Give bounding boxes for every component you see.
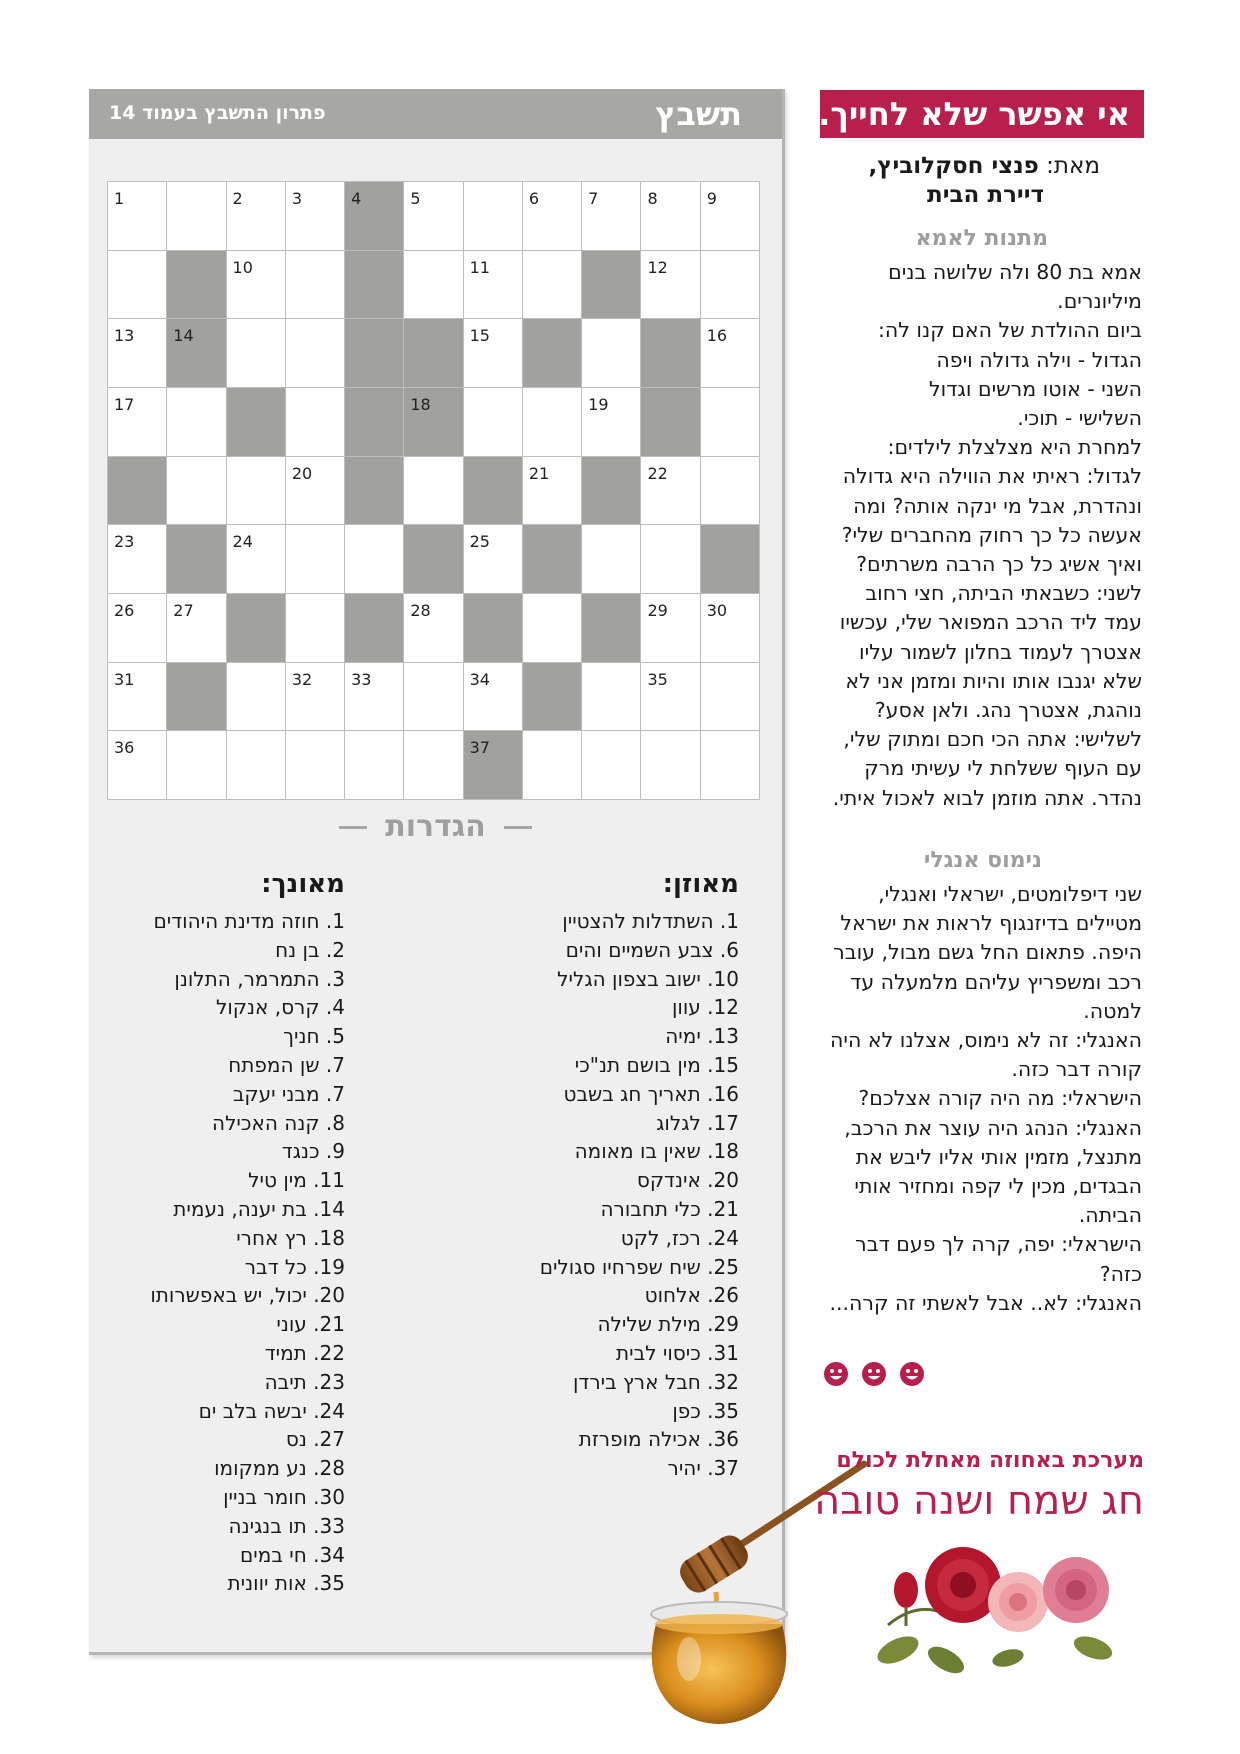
clue-item: 10. ישוב בצפון הגליל — [557, 966, 739, 991]
grid-cell[interactable] — [286, 388, 345, 457]
clue-item: 24. יבשה בלב ים — [198, 1398, 345, 1423]
cell-number: 2 — [232, 189, 243, 208]
byline-prefix: מאת: — [1046, 153, 1100, 179]
grid-cell-black — [641, 388, 700, 457]
story2-body — [802, 880, 1142, 1318]
grid-cell[interactable] — [167, 731, 226, 800]
grid-cell[interactable] — [404, 182, 463, 251]
byline-role: דיירת הבית — [927, 182, 1044, 208]
grid-cell-black — [523, 663, 582, 732]
cell-number: 1 — [114, 189, 125, 208]
grid-cell[interactable] — [464, 251, 523, 320]
story-line: ונהדרת, אבל מי ינקה אותה? ומה — [853, 493, 1142, 518]
grid-cell[interactable] — [227, 251, 286, 320]
clue-item: 18. רץ אחרי — [236, 1225, 345, 1250]
story-line: שלא יגנבו אותו והיות ומזמן אני לא — [845, 668, 1142, 693]
cell-number: 34 — [469, 669, 490, 689]
story-line: לגדול: ראיתי את הווילה היא גדולה — [842, 464, 1142, 489]
grid-cell[interactable] — [523, 251, 582, 320]
byline — [800, 152, 1100, 210]
cell-number: 22 — [647, 463, 668, 483]
grid-cell[interactable] — [701, 319, 760, 388]
crossword-panel — [89, 89, 785, 1655]
cell-number: 7 — [588, 189, 599, 208]
clue-item: 23. תיבה — [264, 1369, 345, 1394]
cell-number: 29 — [647, 600, 668, 620]
grid-cell[interactable] — [464, 525, 523, 594]
grid-cell[interactable] — [345, 663, 404, 732]
clue-item: 13. ימיה — [665, 1024, 739, 1049]
grid-cell[interactable] — [582, 182, 641, 251]
story1-body — [802, 258, 1142, 813]
cell-number: 31 — [114, 669, 135, 689]
clue-item: 30. חומר בניין — [223, 1484, 345, 1509]
grid-cell[interactable] — [464, 319, 523, 388]
grid-cell[interactable] — [167, 594, 226, 663]
across-list — [439, 907, 739, 1483]
grid-cell[interactable] — [464, 388, 523, 457]
story-line: מטיילים בדיזנגוף לראות את ישראל — [840, 911, 1142, 936]
story-line: עם העוף ששלחת לי עשיתי מרק — [864, 756, 1142, 781]
grid-cell[interactable] — [523, 731, 582, 800]
cell-number: 19 — [588, 394, 609, 414]
story-line: מתנצל, מזמין אותי אליו ליבש את — [855, 1144, 1142, 1169]
cell-number: 33 — [351, 669, 372, 689]
grid-cell[interactable] — [701, 182, 760, 251]
clue-item: 29. מילת שלילה — [597, 1312, 739, 1337]
cell-number: 27 — [173, 600, 194, 620]
story-line: מיליונרים. — [1057, 289, 1142, 314]
clue-item: 9. כנגד — [281, 1139, 345, 1164]
story-line: עמד ליד הרכב המפואר שלי, עכשיו — [839, 610, 1142, 635]
cell-number: 35 — [647, 669, 668, 689]
grid-cell[interactable] — [404, 251, 463, 320]
crossword-header — [89, 89, 782, 139]
grid-cell[interactable] — [108, 388, 167, 457]
grid-cell-black — [345, 182, 404, 251]
grid-cell[interactable] — [167, 182, 226, 251]
cell-number: 26 — [114, 600, 135, 620]
story-line: אמא בת 80 ולה שלושה בנים — [888, 260, 1142, 284]
cell-number: 14 — [173, 326, 194, 346]
clue-item: 20. יכול, יש באפשרותו — [150, 1283, 345, 1308]
grid-cell[interactable] — [108, 182, 167, 251]
clue-item: 31. כיסוי לבית — [615, 1340, 739, 1365]
story-line: כזה? — [1099, 1261, 1142, 1286]
humor-banner — [793, 90, 1144, 138]
divider-right — [339, 826, 367, 829]
clue-item: 32. חבל ארץ בירדן — [572, 1369, 739, 1394]
story-line: הבגדים, מכין לי קפה ומחזיר אותי — [854, 1174, 1142, 1199]
grid-cell-black — [167, 251, 226, 320]
grid-cell-black — [464, 594, 523, 663]
grid-cell-black — [167, 663, 226, 732]
clue-item: 15. מין בושם תנ"כי — [574, 1052, 739, 1077]
grid-cell-black — [345, 388, 404, 457]
cell-number: 18 — [410, 394, 431, 414]
grid-cell[interactable] — [286, 663, 345, 732]
grid-cell-black — [464, 731, 523, 800]
grid-cell-black — [345, 457, 404, 526]
clue-item: 7. מבני יעקב — [232, 1081, 345, 1106]
story-line: השלישי - תוכי. — [1017, 406, 1142, 431]
story-line: נוהגת, אצטרך נהג. ולאן אסע? — [874, 698, 1142, 723]
cell-number: 20 — [291, 463, 313, 483]
grid-cell-black — [404, 388, 463, 457]
story-line: שני דיפלומטים, ישראלי ואנגלי, — [878, 882, 1142, 906]
grid-cell[interactable] — [167, 388, 226, 457]
clue-item: 12. עוון — [671, 995, 739, 1020]
grid-cell-black — [167, 319, 226, 388]
humor-title: אי אפשר שלא לחייך... — [793, 95, 1130, 133]
grid-cell[interactable] — [523, 388, 582, 457]
grid-cell[interactable] — [641, 182, 700, 251]
grid-cell[interactable] — [641, 731, 700, 800]
cell-number: 10 — [232, 257, 253, 277]
clue-item: 1. חוזה מדינת היהודים — [153, 909, 345, 933]
clue-item: 17. לגלוג — [656, 1110, 739, 1135]
story-line: קורה דבר כזה. — [1011, 1057, 1142, 1082]
grid-cell[interactable] — [701, 457, 760, 526]
story-line: ביום ההולדת של האם קנו לה: — [877, 318, 1142, 343]
clue-item: 35. אות יוונית — [227, 1571, 345, 1596]
clue-item: 36. אכילה מופרזת — [578, 1427, 739, 1452]
grid-cell[interactable] — [227, 457, 286, 526]
crossword-grid — [107, 181, 760, 800]
grid-cell[interactable] — [286, 457, 345, 526]
cell-number: 36 — [114, 738, 135, 758]
clue-item: 14. בת יענה, נעמית — [173, 1196, 345, 1221]
cell-number: 12 — [647, 257, 668, 277]
clue-item: 4. קרס, אנקול — [215, 995, 345, 1020]
across-heading: מאוזן: — [662, 869, 739, 899]
story1-title: מתנות לאמא — [915, 226, 1048, 251]
across-clues — [439, 869, 739, 1483]
clue-item: 18. שאין בו מאומה — [574, 1139, 739, 1164]
clue-item: 35. כפן — [672, 1398, 739, 1423]
grid-cell[interactable] — [345, 731, 404, 800]
grid-cell[interactable] — [641, 663, 700, 732]
clue-item: 11. מין טיל — [248, 1168, 345, 1193]
story-line: הישראלי: מה היה קורה אצלכם? — [858, 1086, 1142, 1111]
story-line: הגדול - וילה גדולה ויפה — [936, 347, 1142, 372]
clue-item: 5. חניך — [283, 1024, 345, 1049]
grid-cell[interactable] — [108, 319, 167, 388]
clue-item: 25. שיח שפרחיו סגולים — [539, 1254, 739, 1279]
grid-cell[interactable] — [286, 594, 345, 663]
down-list — [105, 907, 345, 1598]
grid-cell-black — [582, 594, 641, 663]
smiley-icon — [824, 1362, 848, 1386]
story-line: לשני: כשבאתי הביתה, חצי רחוב — [865, 581, 1142, 606]
grid-cell-black — [404, 319, 463, 388]
story-line: נהדר. אתה מוזמן לבוא לאכול איתי. — [832, 785, 1142, 810]
grid-cell-black — [227, 388, 286, 457]
clue-item: 2. בן נח — [275, 937, 345, 962]
grid-cell[interactable] — [582, 731, 641, 800]
cell-number: 16 — [706, 326, 728, 346]
story-line: למטה. — [1083, 998, 1142, 1023]
grid-cell[interactable] — [345, 525, 404, 594]
grid-cell[interactable] — [108, 663, 167, 732]
grid-cell-black — [582, 457, 641, 526]
grid-cell-black — [641, 319, 700, 388]
story-line: אצטרך לעמוד בחלון לשמור עליו — [859, 639, 1142, 664]
solution-note: פתרון התשבץ בעמוד 14 — [109, 102, 326, 124]
grid-cell[interactable] — [701, 251, 760, 320]
down-clues — [105, 869, 345, 1598]
clue-item: 19. כל דבר — [244, 1254, 345, 1279]
grid-cell-black — [582, 251, 641, 320]
cell-number: 6 — [528, 189, 540, 208]
clue-item: 21. עוני — [276, 1312, 345, 1337]
grid-cell[interactable] — [701, 388, 760, 457]
grid-cell-black — [404, 525, 463, 594]
grid-cell[interactable] — [286, 251, 345, 320]
grid-cell-black — [227, 594, 286, 663]
grid-cell-black — [345, 594, 404, 663]
grid-cell[interactable] — [701, 663, 760, 732]
cell-number: 8 — [647, 189, 658, 208]
grid-cell-black — [345, 319, 404, 388]
grid-cell-black — [523, 525, 582, 594]
greeting-small: מערכת באחוזה מאחלת לכולם — [836, 1448, 1144, 1473]
cell-number: 13 — [114, 326, 135, 346]
story-line: ואיך אשיג כל כך הרבה משרתים? — [856, 552, 1142, 577]
grid-cell[interactable] — [108, 731, 167, 800]
roses-illustration — [858, 1530, 1128, 1680]
clue-item: 33. תו בנגינה — [228, 1513, 345, 1538]
clues-heading — [89, 809, 782, 844]
cell-number: 17 — [114, 394, 135, 414]
story-line: לשלישי: אתה הכי חכם ומתוק שלי, — [843, 727, 1142, 752]
grid-cell[interactable] — [523, 594, 582, 663]
smiley-icon — [900, 1362, 924, 1386]
story-line: האנגלי: לא.. אבל לאשתי זה קרה... — [829, 1290, 1142, 1315]
story-line: השני - אוטו מרשים וגדול — [928, 376, 1142, 401]
grid-cell[interactable] — [641, 251, 700, 320]
clue-item: 3. התמרמר, התלונן — [174, 966, 345, 991]
grid-cell[interactable] — [404, 594, 463, 663]
down-heading: מאונך: — [261, 869, 345, 899]
clue-item: 34. חי במים — [240, 1542, 345, 1567]
grid-cell[interactable] — [227, 525, 286, 594]
cell-number: 37 — [469, 738, 490, 758]
cell-number: 11 — [469, 257, 490, 277]
clue-item: 28. נע ממקומו — [214, 1456, 345, 1481]
grid-cell[interactable] — [701, 731, 760, 800]
cell-number: 21 — [528, 463, 550, 483]
grid-cell[interactable] — [108, 525, 167, 594]
grid-cell-black — [345, 251, 404, 320]
byline-name: פנצי חסקלוביץ, — [868, 153, 1039, 179]
clue-item: 7. שן המפתח — [228, 1052, 345, 1077]
cell-number: 24 — [232, 532, 253, 552]
grid-cell[interactable] — [641, 457, 700, 526]
grid-cell[interactable] — [286, 182, 345, 251]
clue-item: 27. נס — [285, 1427, 345, 1452]
grid-cell[interactable] — [227, 731, 286, 800]
clue-item: 24. רכז, לקט — [620, 1225, 739, 1250]
grid-cell[interactable] — [404, 663, 463, 732]
cell-number: 4 — [351, 189, 362, 208]
cell-number: 25 — [469, 532, 490, 552]
smiley-icon — [862, 1362, 886, 1386]
grid-cell[interactable] — [464, 663, 523, 732]
clue-item: 20. אינדקס — [636, 1168, 739, 1193]
grid-cell[interactable] — [286, 731, 345, 800]
cell-number: 32 — [291, 669, 313, 689]
clue-item: 1. השתדלות להצטיין — [562, 909, 739, 933]
smiley-row — [824, 1362, 933, 1386]
story-line: למחרת היא מצלצלת לילדים: — [887, 435, 1142, 460]
clue-item: 16. תאריך חג בשבט — [563, 1081, 739, 1106]
grid-cell[interactable] — [227, 319, 286, 388]
grid-cell[interactable] — [582, 388, 641, 457]
story-line: האנגלי: זה לא נימוס, אצלנו לא היה — [830, 1028, 1142, 1053]
divider-left — [504, 826, 532, 829]
story-line: הביתה. — [1078, 1203, 1142, 1228]
grid-cell[interactable] — [108, 594, 167, 663]
cell-number: 3 — [291, 189, 302, 208]
clue-item: 6. צבע השמיים והים — [565, 937, 739, 962]
grid-cell[interactable] — [286, 525, 345, 594]
grid-cell-black — [701, 525, 760, 594]
cell-number: 9 — [706, 189, 717, 208]
grid-cell[interactable] — [641, 525, 700, 594]
grid-cell[interactable] — [582, 319, 641, 388]
cell-number: 30 — [706, 600, 728, 620]
grid-cell[interactable] — [227, 182, 286, 251]
story-line: רכב ומשפריץ עליהם מלמעלה עד — [850, 969, 1142, 994]
grid-cell[interactable] — [108, 251, 167, 320]
grid-cell[interactable] — [523, 457, 582, 526]
grid-cell[interactable] — [582, 663, 641, 732]
cell-number: 23 — [114, 532, 135, 552]
clue-item: 22. תמיד — [264, 1340, 345, 1365]
crossword-title: תשבץ — [655, 95, 742, 133]
grid-cell[interactable] — [464, 182, 523, 251]
story-line: היפה. פתאום החל גשם מבול, עובר — [833, 940, 1142, 965]
cell-number: 28 — [410, 600, 431, 620]
clue-item: 21. כלי תחבורה — [600, 1196, 739, 1221]
grid-cell-black — [108, 457, 167, 526]
grid-cell[interactable] — [286, 319, 345, 388]
grid-cell[interactable] — [227, 663, 286, 732]
cell-number: 5 — [410, 189, 421, 208]
story-line: הישראלי: יפה, קרה לך פעם דבר — [855, 1232, 1142, 1257]
cell-number: 15 — [469, 326, 490, 346]
grid-cell-black — [167, 525, 226, 594]
clues-heading-text: הגדרות — [385, 809, 486, 844]
grid-cell[interactable] — [701, 594, 760, 663]
greeting-big: חג שמח ושנה טובה — [814, 1478, 1144, 1524]
grid-cell[interactable] — [641, 594, 700, 663]
grid-cell[interactable] — [523, 182, 582, 251]
grid-cell[interactable] — [582, 525, 641, 594]
grid-cell[interactable] — [404, 731, 463, 800]
grid-cell-black — [523, 319, 582, 388]
clue-item: 26. אלחוט — [644, 1283, 739, 1308]
clue-item: 8. קנה האכילה — [212, 1110, 345, 1135]
grid-cell[interactable] — [167, 457, 226, 526]
grid-cell-black — [464, 457, 523, 526]
grid-cell[interactable] — [404, 457, 463, 526]
clue-item: 37. יהיר — [667, 1456, 739, 1481]
story-line: האנגלי: הנהג היה עוצר את הרכב, — [844, 1115, 1142, 1140]
story-line: אעשה כל כך רחוק מהחברים שלי? — [841, 522, 1142, 547]
story2-title: נימוס אנגלי — [923, 848, 1042, 873]
